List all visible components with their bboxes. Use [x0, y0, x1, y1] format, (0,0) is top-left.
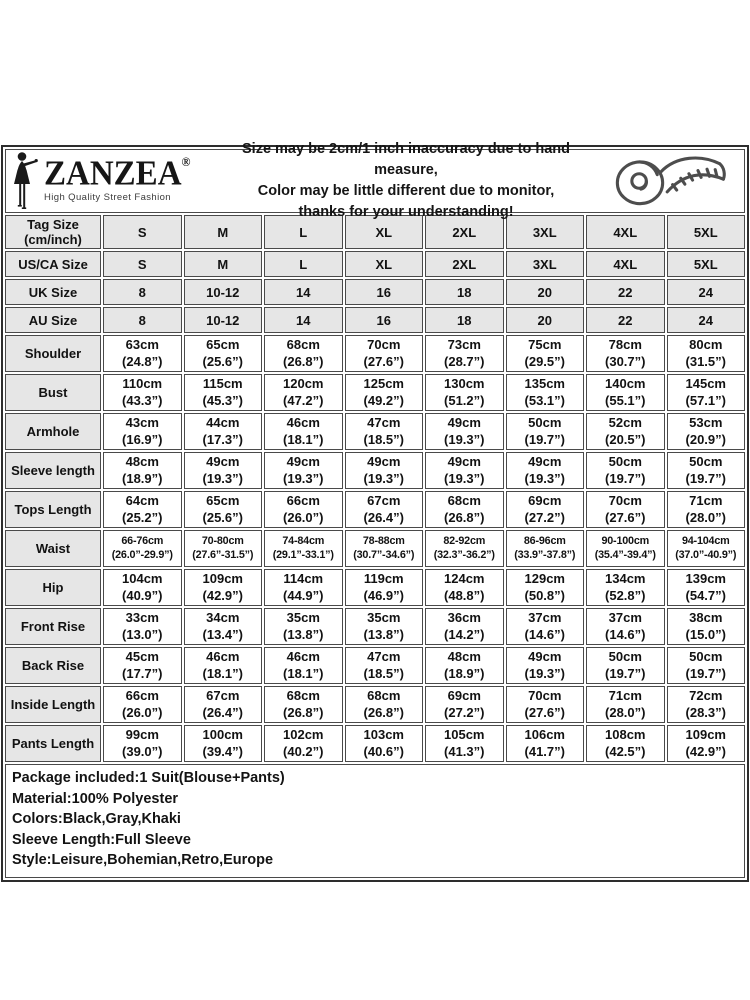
row-label-cell: Shoulder [5, 335, 101, 372]
product-details [5, 764, 745, 878]
size-chart-sheet [1, 141, 749, 882]
size-value-cell: 16 [345, 307, 424, 333]
row-label-cell: Tops Length [5, 491, 101, 528]
size-value-cell: 145cm (57.1”) [667, 374, 746, 411]
size-value-cell: 71cm (28.0”) [667, 491, 746, 528]
table-row [5, 452, 745, 489]
table-row [5, 307, 745, 333]
size-value-cell: 18 [425, 279, 504, 305]
product-detail-line: Sleeve Length:Full Sleeve [12, 831, 191, 848]
registered-mark: ® [181, 154, 191, 170]
size-value-cell: 75cm (29.5”) [506, 335, 585, 372]
table-row [5, 569, 745, 606]
size-value-cell: 65cm (25.6”) [184, 491, 263, 528]
size-value-cell: 66cm (26.0”) [103, 686, 182, 723]
size-value-cell: 38cm (15.0”) [667, 608, 746, 645]
size-value-cell: 102cm (40.2”) [264, 725, 343, 762]
size-value-cell: M [184, 215, 263, 249]
table-row [5, 686, 745, 723]
size-value-cell: 68cm (26.8”) [345, 686, 424, 723]
brand-wordmark [44, 154, 191, 204]
size-value-cell: 130cm (51.2”) [425, 374, 504, 411]
size-value-cell: 73cm (28.7”) [425, 335, 504, 372]
size-value-cell: 120cm (47.2”) [264, 374, 343, 411]
size-value-cell: 72cm (28.3”) [667, 686, 746, 723]
size-value-cell: 125cm (49.2”) [345, 374, 424, 411]
size-value-cell: 3XL [506, 251, 585, 277]
row-label-cell: AU Size [5, 307, 101, 333]
size-value-cell: 66cm (26.0”) [264, 491, 343, 528]
size-value-cell: 50cm (19.7”) [586, 452, 665, 489]
measure-notice [218, 139, 594, 223]
size-value-cell: 63cm (24.8”) [103, 335, 182, 372]
size-value-cell: M [184, 251, 263, 277]
row-label-cell: Sleeve length [5, 452, 101, 489]
size-value-cell: 104cm (40.9”) [103, 569, 182, 606]
size-value-cell: 109cm (42.9”) [667, 725, 746, 762]
size-value-cell: 5XL [667, 215, 746, 249]
size-value-cell: 49cm (19.3”) [506, 452, 585, 489]
notice-line: Color may be little different due to monitor, [257, 183, 555, 199]
size-value-cell: 70-80cm (27.6”-31.5”) [184, 530, 263, 567]
size-value-cell: 50cm (19.7”) [667, 452, 746, 489]
table-row [5, 374, 745, 411]
row-label-cell: Pants Length [5, 725, 101, 762]
size-value-cell: 4XL [586, 251, 665, 277]
size-value-cell: 49cm (19.3”) [425, 413, 504, 450]
size-value-cell: 100cm (39.4”) [184, 725, 263, 762]
size-value-cell: 139cm (54.7”) [667, 569, 746, 606]
size-value-cell: 110cm (43.3”) [103, 374, 182, 411]
size-value-cell: 94-104cm (37.0”-40.9”) [667, 530, 746, 567]
size-value-cell: S [103, 251, 182, 277]
brand-text: ZANZEA [44, 155, 182, 194]
size-value-cell: 5XL [667, 251, 746, 277]
size-value-cell: 22 [586, 307, 665, 333]
table-row [5, 491, 745, 528]
size-value-cell: 49cm (19.3”) [264, 452, 343, 489]
size-value-cell: 68cm (26.8”) [264, 335, 343, 372]
size-value-cell: 34cm (13.4”) [184, 608, 263, 645]
size-value-cell: 82-92cm (32.3”-36.2”) [425, 530, 504, 567]
brand-logo [6, 151, 218, 211]
row-label-cell: Waist [5, 530, 101, 567]
row-label-cell: Armhole [5, 413, 101, 450]
size-value-cell: 140cm (55.1”) [586, 374, 665, 411]
size-value-cell: 90-100cm (35.4”-39.4”) [586, 530, 665, 567]
size-value-cell: 106cm (41.7”) [506, 725, 585, 762]
size-value-cell: 67cm (26.4”) [184, 686, 263, 723]
size-value-cell: 50cm (19.7”) [586, 647, 665, 684]
notice-line: thanks for your understanding! [298, 204, 514, 220]
table-row [5, 725, 745, 762]
size-value-cell: 18 [425, 307, 504, 333]
size-value-cell: 78-88cm (30.7”-34.6”) [345, 530, 424, 567]
product-detail-line: Material:100% Polyester [12, 790, 179, 807]
size-value-cell: 46cm (18.1”) [184, 647, 263, 684]
fashion-figure-icon [12, 151, 42, 211]
row-label-cell: Back Rise [5, 647, 101, 684]
size-value-cell: 50cm (19.7”) [667, 647, 746, 684]
size-value-cell: 105cm (41.3”) [425, 725, 504, 762]
size-value-cell: 99cm (39.0”) [103, 725, 182, 762]
size-value-cell: 52cm (20.5”) [586, 413, 665, 450]
brand-tagline: High Quality Street Fashion [44, 192, 171, 204]
size-value-cell: 69cm (27.2”) [425, 686, 504, 723]
size-value-cell: 47cm (18.5”) [345, 647, 424, 684]
size-value-cell: 43cm (16.9”) [103, 413, 182, 450]
size-value-cell: 49cm (19.3”) [345, 452, 424, 489]
size-value-cell: 46cm (18.1”) [264, 647, 343, 684]
size-value-cell: 44cm (17.3”) [184, 413, 263, 450]
size-value-cell: 10-12 [184, 279, 263, 305]
size-value-cell: 129cm (50.8”) [506, 569, 585, 606]
table-row [5, 335, 745, 372]
size-value-cell: 70cm (27.6”) [345, 335, 424, 372]
measuring-tape-icon [594, 152, 744, 210]
size-value-cell: 114cm (44.9”) [264, 569, 343, 606]
size-value-cell: 67cm (26.4”) [345, 491, 424, 528]
size-value-cell: 108cm (42.5”) [586, 725, 665, 762]
size-value-cell: 68cm (26.8”) [425, 491, 504, 528]
row-label-cell: Front Rise [5, 608, 101, 645]
size-value-cell: 70cm (27.6”) [506, 686, 585, 723]
notice-line: Size may be 2cm/1 inch inaccuracy due to hand measure, [242, 141, 570, 178]
size-value-cell: 47cm (18.5”) [345, 413, 424, 450]
size-value-cell: 37cm (14.6”) [506, 608, 585, 645]
size-value-cell: 35cm (13.8”) [345, 608, 424, 645]
size-value-cell: 74-84cm (29.1”-33.1”) [264, 530, 343, 567]
size-value-cell: 49cm (19.3”) [506, 647, 585, 684]
size-value-cell: 71cm (28.0”) [586, 686, 665, 723]
size-value-cell: 49cm (19.3”) [184, 452, 263, 489]
size-value-cell: 14 [264, 307, 343, 333]
size-value-cell: 2XL [425, 251, 504, 277]
size-value-cell: 53cm (20.9”) [667, 413, 746, 450]
size-value-cell: 109cm (42.9”) [184, 569, 263, 606]
size-value-cell: XL [345, 251, 424, 277]
size-value-cell: 46cm (18.1”) [264, 413, 343, 450]
row-label-cell: Tag Size (cm/inch) [5, 215, 101, 249]
size-value-cell: 45cm (17.7”) [103, 647, 182, 684]
size-value-cell: 36cm (14.2”) [425, 608, 504, 645]
size-value-cell: 3XL [506, 215, 585, 249]
size-value-cell: 8 [103, 279, 182, 305]
size-value-cell: 20 [506, 307, 585, 333]
size-value-cell: 66-76cm (26.0”-29.9”) [103, 530, 182, 567]
size-value-cell: 70cm (27.6”) [586, 491, 665, 528]
size-value-cell: 135cm (53.1”) [506, 374, 585, 411]
row-label-cell: Inside Length [5, 686, 101, 723]
size-value-cell: 37cm (14.6”) [586, 608, 665, 645]
row-label-cell: UK Size [5, 279, 101, 305]
size-value-cell: 48cm (18.9”) [103, 452, 182, 489]
row-label-cell: US/CA Size [5, 251, 101, 277]
size-value-cell: L [264, 251, 343, 277]
size-value-cell: 49cm (19.3”) [425, 452, 504, 489]
size-value-cell: 2XL [425, 215, 504, 249]
size-value-cell: 48cm (18.9”) [425, 647, 504, 684]
table-row [5, 413, 745, 450]
size-value-cell: 35cm (13.8”) [264, 608, 343, 645]
product-detail-line: Style:Leisure,Bohemian,Retro,Europe [12, 852, 274, 868]
size-value-cell: 50cm (19.7”) [506, 413, 585, 450]
size-value-cell: L [264, 215, 343, 249]
size-value-cell: 24 [667, 279, 746, 305]
table-row [5, 530, 745, 567]
product-detail-line: Colors:Black,Gray,Khaki [12, 811, 181, 827]
table-row [5, 608, 745, 645]
size-value-cell: 69cm (27.2”) [506, 491, 585, 528]
size-value-cell: 115cm (45.3”) [184, 374, 263, 411]
row-label-cell: Bust [5, 374, 101, 411]
size-value-cell: 119cm (46.9”) [345, 569, 424, 606]
size-chart-table [3, 213, 747, 764]
size-value-cell: XL [345, 215, 424, 249]
size-value-cell: 22 [586, 279, 665, 305]
size-value-cell: 33cm (13.0”) [103, 608, 182, 645]
size-value-cell: 103cm (40.6”) [345, 725, 424, 762]
table-row [5, 279, 745, 305]
size-value-cell: S [103, 215, 182, 249]
size-value-cell: 8 [103, 307, 182, 333]
sheet-header [5, 141, 745, 220]
size-value-cell: 68cm (26.8”) [264, 686, 343, 723]
size-value-cell: 4XL [586, 215, 665, 249]
table-row [5, 251, 745, 277]
size-value-cell: 14 [264, 279, 343, 305]
size-value-cell: 24 [667, 307, 746, 333]
size-value-cell: 86-96cm (33.9”-37.8”) [506, 530, 585, 567]
table-row [5, 647, 745, 684]
brand-name [44, 154, 191, 194]
size-value-cell: 20 [506, 279, 585, 305]
size-value-cell: 78cm (30.7”) [586, 335, 665, 372]
size-value-cell: 16 [345, 279, 424, 305]
size-value-cell: 64cm (25.2”) [103, 491, 182, 528]
size-value-cell: 134cm (52.8”) [586, 569, 665, 606]
size-value-cell: 124cm (48.8”) [425, 569, 504, 606]
row-label-cell: Hip [5, 569, 101, 606]
size-value-cell: 65cm (25.6”) [184, 335, 263, 372]
size-value-cell: 10-12 [184, 307, 263, 333]
product-detail-line: Package included:1 Suit(Blouse+Pants) [12, 770, 285, 786]
size-value-cell: 80cm (31.5”) [667, 335, 746, 372]
